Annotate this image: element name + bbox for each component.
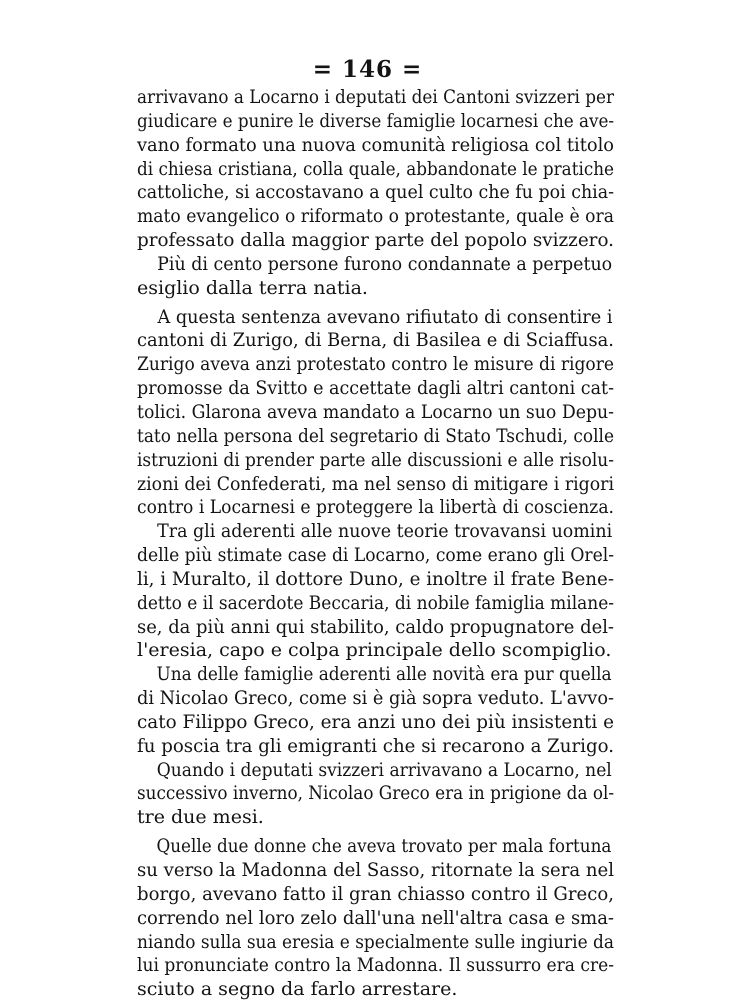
text-line: successivo inverno, Nicolao Greco era in prigione da ol- — [137, 782, 615, 805]
text-line: fu poscia tra gli emigranti che si recarono a Zurigo. — [137, 734, 615, 757]
text-line: esiglio dalla terra natia. — [137, 276, 368, 299]
page-number: = 146 = — [312, 56, 423, 83]
text-line: detto e il sacerdote Beccaria, di nobile famiglia milane- — [137, 591, 614, 614]
text-line: li, i Muralto, il dottore Duno, e inoltre il frate Bene- — [137, 567, 614, 590]
text-line: contro i Locarnesi e proteggere la libertà di coscienza. — [137, 496, 615, 519]
text-line: borgo, avevano fatto il gran chiasso contro il Greco, — [137, 882, 614, 905]
text-line: niando sulla sua eresia e specialmente sulle ingiurie da — [137, 930, 615, 953]
text-line: promosse da Svitto e accettate dagli altri cantoni cat- — [137, 377, 615, 400]
text-line: correndo nel loro zelo dall'una nell'altra casa e sma- — [137, 906, 614, 929]
text-line: cattoliche, si accostavano a quel culto che fu poi chia- — [137, 181, 615, 204]
text-line: cato Filippo Greco, era anzi uno dei più insistenti e — [137, 710, 615, 733]
body-text — [137, 86, 614, 1002]
text-line: cantoni di Zurigo, di Berna, di Basilea e di Sciaffusa. — [137, 329, 614, 352]
text-line: Zurigo aveva anzi protestato contro le misure di rigore — [137, 353, 615, 376]
text-line: giudicare e punire le diverse famiglie locarnesi che ave- — [137, 109, 615, 132]
text-line: delle più stimate case di Locarno, come erano gli Orel- — [137, 544, 615, 567]
text-line: A questa sentenza avevano rifiutato di consentire i — [157, 305, 613, 328]
text-line: arrivavano a Locarno i deputati dei Cantoni svizzeri per — [137, 86, 615, 108]
text-line: se, da più anni qui stabilito, caldo propugnatore del- — [137, 615, 614, 638]
text-line: tato nella persona del segretario di Stato Tschudi, colle — [137, 424, 615, 447]
text-line: mato evangelico o riformato o protestante, quale è ora — [137, 205, 614, 228]
text-line: vano formato una nuova comunità religiosa col titolo — [137, 133, 615, 156]
text-line: di Nicolao Greco, come si è già sopra veduto. L'avvo- — [137, 687, 614, 710]
text-line: Quando i deputati svizzeri arrivavano a Locarno, nel — [156, 758, 612, 781]
text-line: su verso la Madonna del Sasso, ritornate la sera nel — [137, 859, 615, 881]
text-line: sciuto a segno da farlo arrestare. — [137, 978, 458, 1001]
text-line: tolici. Glarona aveva mandato a Locarno un suo Depu- — [137, 400, 615, 423]
text-line: Quelle due donne che aveva trovato per mala fortuna — [156, 835, 612, 858]
text-line: zioni dei Confederati, ma nel senso di mitigare i rigori — [137, 472, 615, 495]
text-line: tre due mesi. — [137, 806, 264, 829]
text-line: di chiesa cristiana, colla quale, abbandonate le pratiche — [137, 157, 614, 180]
text-line: Una delle famiglie aderenti alle novità era pur quella — [156, 663, 612, 686]
text-line: istruzioni di prender parte alle discussioni e alle risolu- — [137, 448, 614, 471]
text-line: lui pronunciate contro la Madonna. Il sussurro era cre- — [137, 954, 614, 977]
text-line: professato dalla maggior parte del popolo svizzero. — [137, 229, 615, 252]
text-line: l'eresia, capo e colpa principale dello scompiglio. — [137, 639, 612, 662]
text-line: Più di cento persone furono condannate a perpetuo — [157, 252, 613, 275]
text-line: Tra gli aderenti alle nuove teorie trovavansi uomini — [157, 520, 613, 543]
